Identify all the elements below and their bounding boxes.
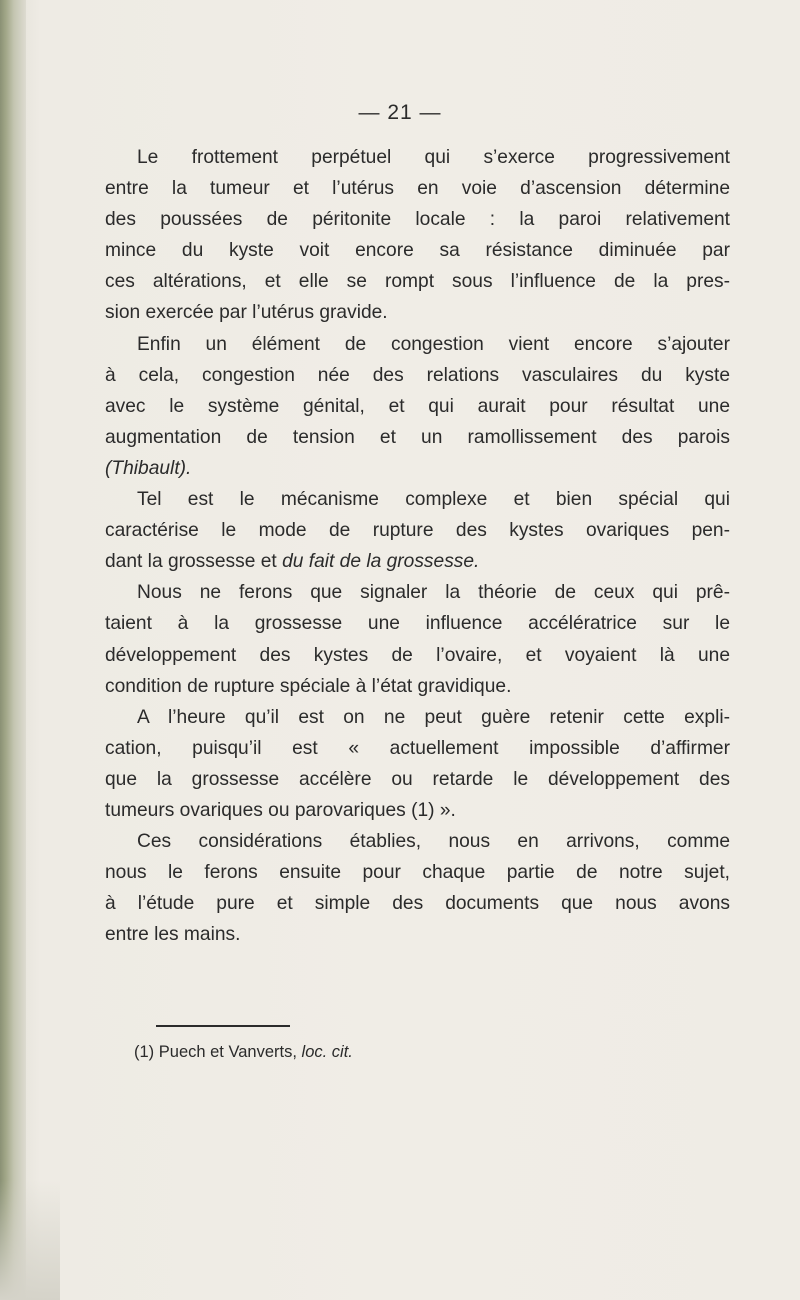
text-line-content: augmentation de tension et un ramollissement des parois <box>105 426 730 448</box>
text-line-content: Ces considérations établies, nous en arrivons, comme <box>137 831 730 853</box>
text-line-content: cation, puisqu’il est « actuellement impossible d’affirmer <box>105 737 730 759</box>
text-line <box>105 360 730 391</box>
text-line <box>105 795 730 826</box>
text-line <box>105 515 730 546</box>
footnote-authors: Puech et Vanverts, <box>158 1043 297 1061</box>
text-line-content: condition de rupture spéciale à l’état gravidique. <box>105 675 512 697</box>
footnote-reference: loc. cit. <box>301 1043 353 1061</box>
text-line <box>105 577 730 608</box>
text-line <box>105 453 730 484</box>
text-line <box>105 640 730 671</box>
text-line <box>105 888 730 919</box>
body-text <box>105 142 730 950</box>
text-line <box>105 235 730 266</box>
text-line-content: tumeurs ovariques ou parovariques (1) ». <box>105 799 456 821</box>
text-line-content: ces altérations, et elle se rompt sous l’influence de la pres- <box>105 271 730 293</box>
text-line-content: sion exercée par l’utérus gravide. <box>105 302 388 324</box>
text-line-content: à l’étude pure et simple des documents que nous avons <box>105 893 730 915</box>
text-line <box>105 142 730 173</box>
text-line-content: taient à la grossesse une influence accélératrice sur le <box>105 613 730 635</box>
text-line <box>105 764 730 795</box>
text-line <box>105 733 730 764</box>
text-line <box>105 297 730 328</box>
book-spine-shadow <box>0 0 26 1300</box>
text-line-content: développement des kystes de l’ovaire, et voyaient là une <box>105 644 730 666</box>
page-number: — 21 — <box>358 101 442 124</box>
text-line-content: Nous ne ferons que signaler la théorie de ceux qui prê- <box>137 582 730 604</box>
page-corner-shade <box>0 1180 60 1300</box>
text-line <box>105 826 730 857</box>
text-line <box>105 702 730 733</box>
text-line-content: Tel est le mécanisme complexe et bien spécial qui <box>137 489 730 511</box>
text-line-content: A l’heure qu’il est on ne peut guère retenir cette expli- <box>137 706 730 728</box>
text-line <box>105 546 730 577</box>
text-line <box>105 919 730 950</box>
text-line <box>105 422 730 453</box>
text-line <box>105 204 730 235</box>
text-line-content: entre la tumeur et l’utérus en voie d’ascension détermine <box>105 178 730 200</box>
text-line <box>105 857 730 888</box>
text-line-content: Enfin un élément de congestion vient encore s’ajouter <box>137 333 730 355</box>
text-line-content: mince du kyste voit encore sa résistance diminuée par <box>105 240 730 262</box>
text-line <box>105 671 730 702</box>
text-line-content: des poussées de péritonite locale : la paroi relativement <box>105 209 730 231</box>
footnote-mark: (1) <box>134 1043 155 1061</box>
text-line <box>105 484 730 515</box>
text-line <box>105 391 730 422</box>
text-line-content: entre les mains. <box>105 924 241 946</box>
text-line-content: avec le système génital, et qui aurait pour résultat une <box>105 395 730 417</box>
text-line-italic: du fait de la grossesse. <box>282 551 480 573</box>
footnote <box>134 1043 353 1062</box>
footnote-rule <box>156 1025 290 1027</box>
text-line <box>105 329 730 360</box>
text-line-content: à cela, congestion née des relations vasculaires du kyste <box>105 364 730 386</box>
text-line-content: que la grossesse accélère ou retarde le développement des <box>105 768 730 790</box>
text-line-content: dant la grossesse et <box>105 551 283 573</box>
text-line-content: nous le ferons ensuite pour chaque partie de notre sujet, <box>105 862 730 884</box>
text-line <box>105 173 730 204</box>
text-line-content: Le frottement perpétuel qui s’exerce progressivement <box>137 147 730 168</box>
text-line-content: (Thibault). <box>105 457 192 479</box>
text-line <box>105 266 730 297</box>
text-line <box>105 608 730 639</box>
text-line-content: caractérise le mode de rupture des kystes ovariques pen- <box>105 520 730 542</box>
